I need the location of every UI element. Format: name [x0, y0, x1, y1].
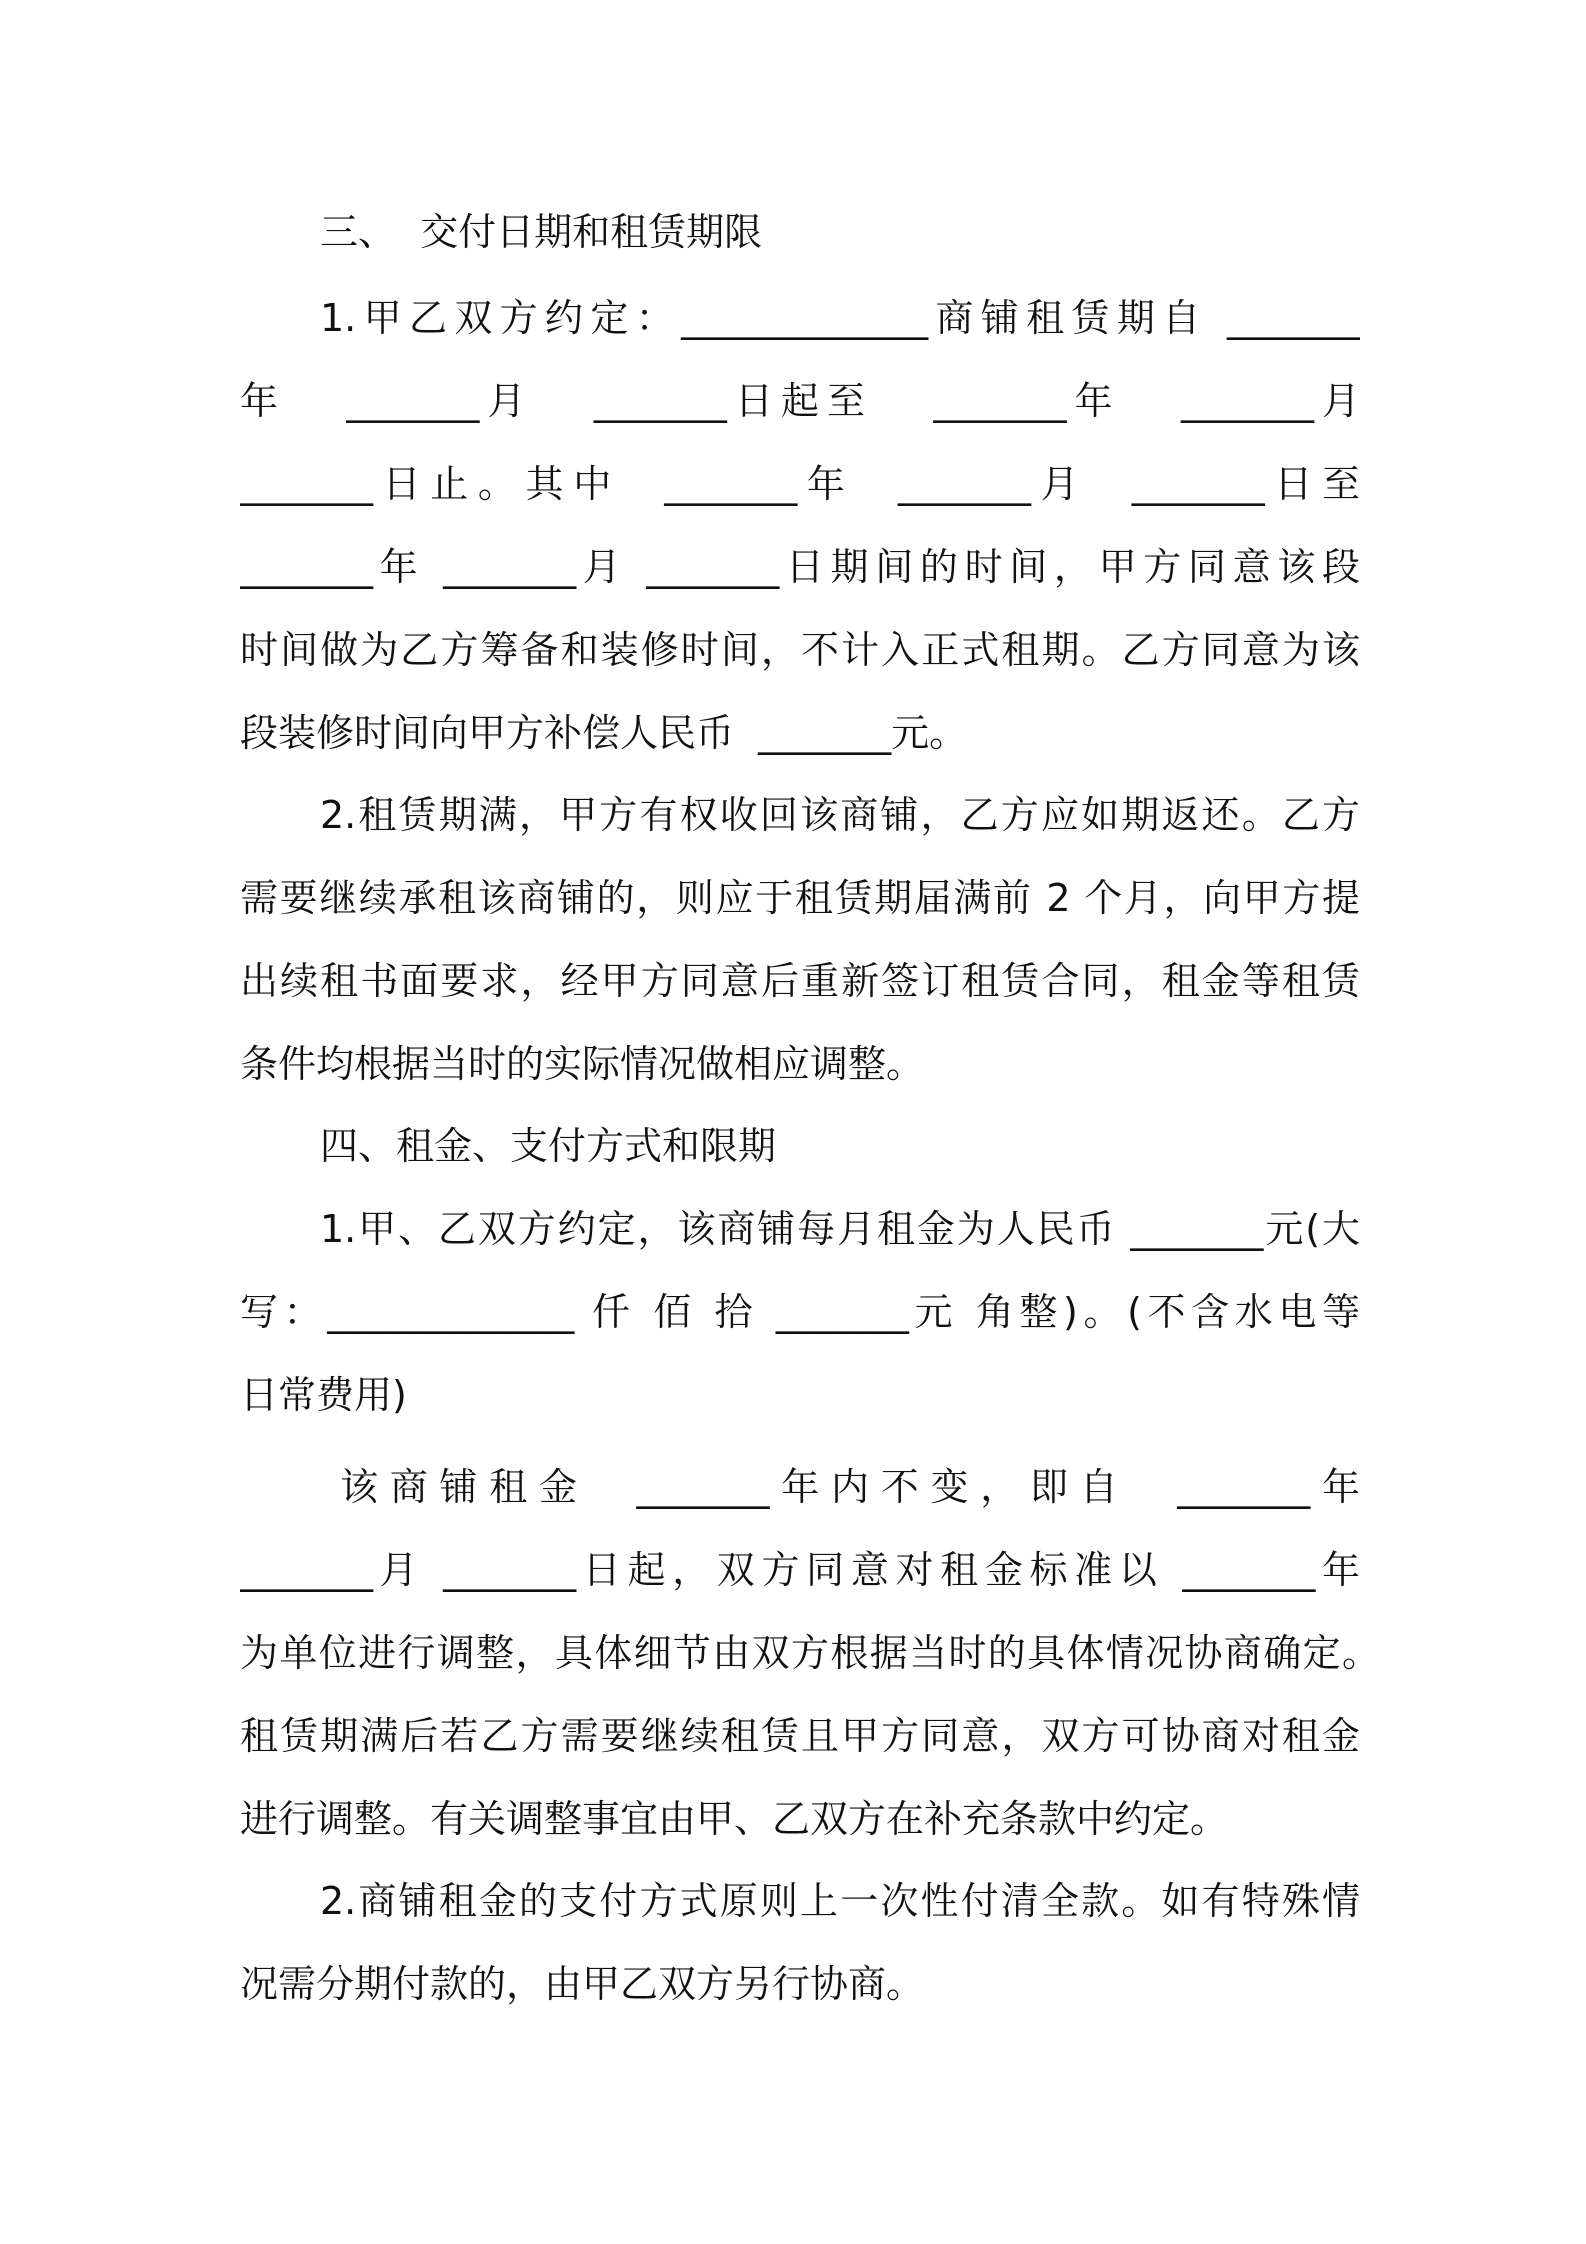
paragraph-line: 况需分期付款的，由甲乙双方另行协商。 — [240, 1962, 925, 2006]
paragraph-line: 年 _______月 _______日起至 _______年 _______月 — [240, 379, 1360, 423]
paragraph-line: 该商铺租金 _______年内不变，即自 _______年 — [340, 1465, 1360, 1509]
paragraph-line: _______月 _______日起，双方同意对租金标准以 _______年 — [240, 1548, 1360, 1592]
paragraph-line: _______年 _______月 _______日期间的时间，甲方同意该段 — [240, 545, 1360, 589]
paragraph-line: 租赁期满后若乙方需要继续租赁且甲方同意，双方可协商对租金 — [240, 1714, 1360, 1758]
paragraph-line: 为单位进行调整，具体细节由双方根据当时的具体情况协商确定。 — [240, 1631, 1380, 1675]
paragraph-line: 段装修时间向甲方补偿人民币 _______元。 — [240, 711, 968, 755]
paragraph-line: _______日止。其中 _______年 _______月 _______日至 — [240, 462, 1360, 506]
section-heading-rent-payment: 四、租金、支付方式和限期 — [320, 1124, 777, 1168]
paragraph-line: 时间做为乙方筹备和装修时间，不计入正式租期。乙方同意为该 — [240, 628, 1360, 672]
paragraph-line: 1.甲、乙双方约定，该商铺每月租金为人民币 _______元(大 — [320, 1207, 1360, 1251]
paragraph-line: 写：_____________ 仟 佰 拾 _______元 角整)。(不含水电等 — [240, 1290, 1360, 1334]
paragraph-line: 需要继续承租该商铺的，则应于租赁期届满前 2 个月，向甲方提 — [240, 876, 1360, 920]
paragraph-line: 日常费用) — [240, 1373, 407, 1417]
paragraph-line: 出续租书面要求，经甲方同意后重新签订租赁合同，租金等租赁 — [240, 959, 1360, 1003]
paragraph-line: 2.商铺租金的支付方式原则上一次性付清全款。如有特殊情 — [320, 1879, 1360, 1923]
section-heading-delivery-and-term: 三、 交付日期和租赁期限 — [320, 210, 763, 254]
paragraph-line: 1.甲乙双方约定：_____________商铺租赁期自 _______ — [320, 296, 1360, 340]
paragraph-line: 条件均根据当时的实际情况做相应调整。 — [240, 1042, 925, 1086]
paragraph-line: 进行调整。有关调整事宜由甲、乙双方在补充条款中约定。 — [240, 1797, 1229, 1841]
paragraph-line: 2.租赁期满，甲方有权收回该商铺，乙方应如期返还。乙方 — [320, 793, 1360, 837]
